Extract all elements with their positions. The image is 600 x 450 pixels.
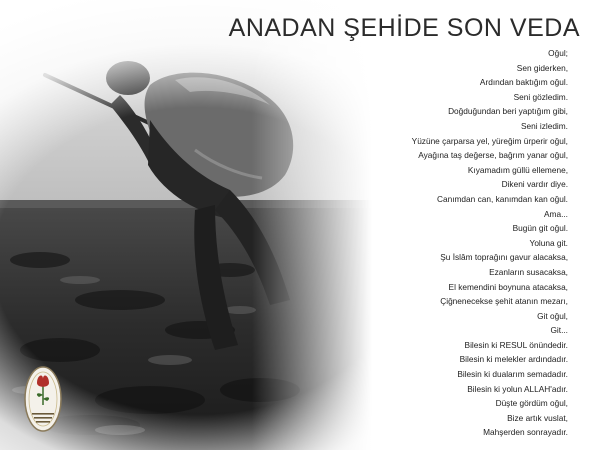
poem-line: Bize artık vuslat, xyxy=(507,412,568,423)
poem-line: Çiğnenecekse şehit atanın mezarı, xyxy=(440,296,568,307)
poem-line: Bugün git oğul. xyxy=(512,223,568,234)
poem-line: Düşte gördüm oğul, xyxy=(495,398,568,409)
poem-line: Ardından baktığım oğul. xyxy=(479,77,568,88)
poem-line: Oğul; xyxy=(548,48,568,58)
poem-line: Seni izledim. xyxy=(520,120,568,131)
poem-line: Bilesin ki yolun ALLAH'adır. xyxy=(467,383,568,394)
poem-line: Ezanların susacaksa, xyxy=(489,266,568,277)
poem-line: Bilesin ki melekler ardındadır. xyxy=(459,354,568,365)
poem-line: Yüzüne çarparsa yel, yüreğim ürperir oğul, xyxy=(411,135,568,146)
emblem-logo xyxy=(23,365,63,440)
poem-line: Sen giderken, xyxy=(516,62,568,73)
poem-line: Kıyamadım güllü ellemene, xyxy=(467,164,568,175)
poem-text xyxy=(412,46,568,440)
poem-line: Seni gözledim. xyxy=(513,91,568,102)
poem-line: Ayağına taş değerse, bağrım yanar oğul, xyxy=(418,150,568,161)
poem-line: Bilesin ki RESUL önündedir. xyxy=(464,339,568,350)
poem-line: Canımdan can, kanımdan kan oğul. xyxy=(437,193,568,204)
poem-line: Dikeni vardır diye. xyxy=(501,179,568,190)
poem-line: Mahşerden sonrayadır. xyxy=(483,427,568,438)
poem-line: Yoluna git. xyxy=(529,237,568,248)
poem-line: Şu İslâm toprağını gavur alacaksa, xyxy=(440,252,568,263)
page-title: ANADAN ŞEHİDE SON VEDA xyxy=(228,14,580,42)
poem-line: Git... xyxy=(550,325,568,336)
poem-line: Bilesin ki dualarım semadadır. xyxy=(457,369,568,380)
poem-line: Doğduğundan beri yaptığım gibi, xyxy=(448,106,568,117)
poem-line: Ama... xyxy=(544,208,568,219)
poem-line: Git oğul, xyxy=(537,310,568,321)
poem-line: El kemendini boynuna atacaksa, xyxy=(448,281,568,292)
